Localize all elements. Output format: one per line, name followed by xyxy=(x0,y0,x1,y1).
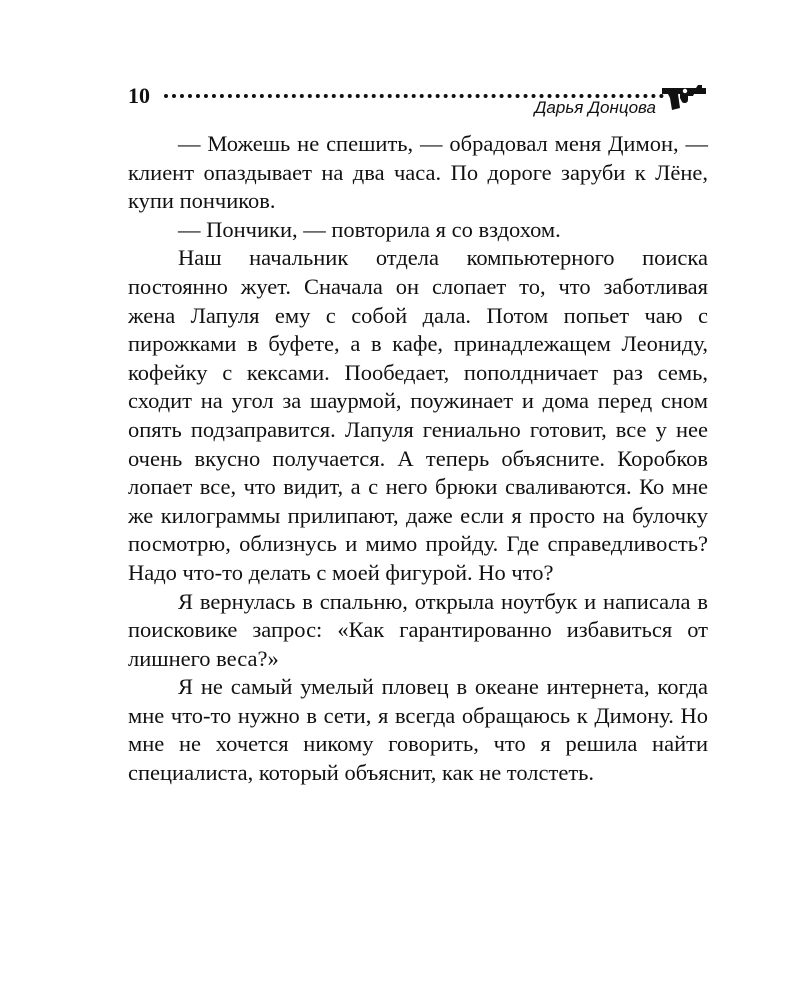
running-header xyxy=(128,80,708,120)
paragraph: Наш начальник отдела компьютерного поиска постоянно жует. Сначала он слопает то, что заботливая жена Лапуля ему с собой дала. Потом попьет чаю с пирожками в буфете, а в кафе, принадлежащем Леониду, кофейку с кексами. Пообедает, пополдничает раз семь, сходит на угол за шаурмой, поужинает и дома перед сном опять подзаправится. Лапуля гениально готовит, все у нее очень вкусно получается. А теперь объясните. Коробков лопает все, что видит, а с него брюки сваливаются. Ко мне же килограммы прилипают, даже если я просто на булочку посмотрю, облизнусь и мимо пройду. Где справедливость? Надо что-то делать с моей фигурой. Но что? xyxy=(128,245,708,585)
paragraph: Я вернулась в спальню, открыла ноутбук и написала в поисковике запрос: «Как гарантированно избавиться от лишнего веса?» xyxy=(128,588,708,671)
paragraph: — Пончики, — повторила я со вздохом. xyxy=(178,216,561,242)
page-body xyxy=(128,130,708,788)
revolver-icon xyxy=(660,82,710,112)
paragraph: — Можешь не спешить, — обрадовал меня Димон, — клиент опаздывает на два часа. По дороге заруби к Лёне, купи пончиков. xyxy=(128,131,708,214)
paragraph: Я не самый умелый пловец в океане интернета, когда мне что-то нужно в сети, я всегда обращаюсь к Димону. Но мне не хочется никому говорить, что я решила найти специалиста, который объяснит, как не толстеть. xyxy=(128,674,708,786)
page-number: 10 xyxy=(128,83,150,108)
author-name: Дарья Донцова xyxy=(534,98,656,117)
